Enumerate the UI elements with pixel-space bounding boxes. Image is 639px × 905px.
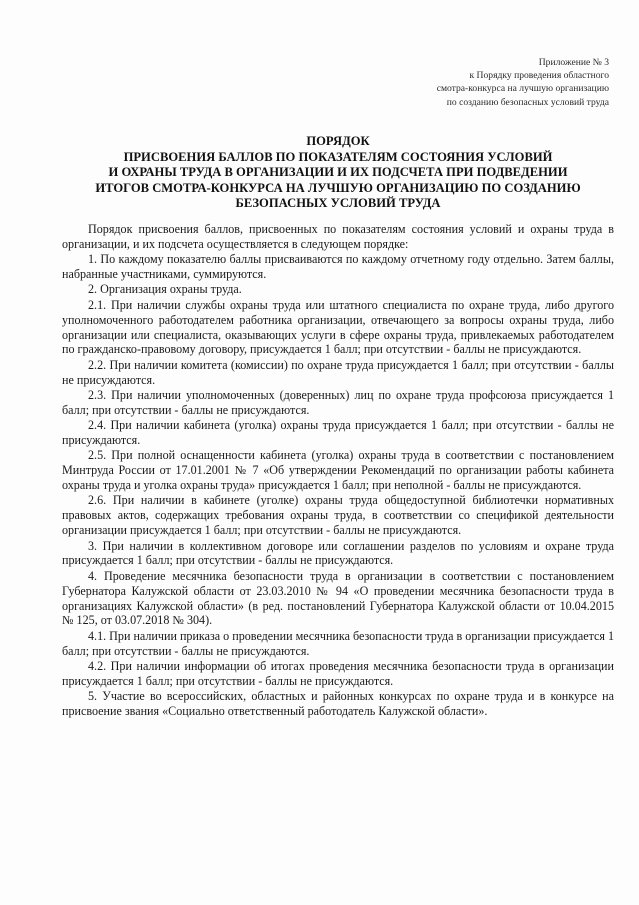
title-line: ИТОГОВ СМОТРА-КОНКУРСА НА ЛУЧШУЮ ОРГАНИЗАЦИЮ ПО СОЗДАНИЮ xyxy=(95,180,581,195)
paragraph-2-1: 2.1. При наличии службы охраны труда или штатного специалиста по охране труда, либо другого уполномоченного работодателем работника организации, отвечающего за вопросы охраны труда, либо организации или специалиста, оказывающих услуги в сфере охраны труда, привлекаемых работодателем по гражданско-правовому договору, присуждается 1 балл; при отсутствии - баллы не присуждаются. xyxy=(62,297,614,357)
paragraph-4-1: 4.1. При наличии приказа о проведении месячника безопасности труда в организации присуждается 1 балл; при отсутствии - баллы не присуждаются. xyxy=(62,628,615,658)
paragraph-2-3: 2.3. При наличии уполномоченных (доверенных) лиц по охране труда профсоюза присуждается 1 балл; при отсутствии - баллы не присуждаются. xyxy=(62,387,614,417)
paragraph-1: 1. По каждому показателю баллы присваиваются по каждому отчетному году отдельно. Затем баллы, набранные участниками, суммируются. xyxy=(62,252,614,282)
title-line: И ОХРАНЫ ТРУДА В ОРГАНИЗАЦИИ И ИХ ПОДСЧЕТА ПРИ ПОДВЕДЕНИИ xyxy=(108,165,568,180)
paragraph-2: 2. Организация охраны труда. xyxy=(88,282,242,297)
paragraph-2-5: 2.5. При полной оснащенности кабинета (уголка) охраны труда в соответствии с постановлением Минтруда России от 17.01.2001 № 7 «Об утверждении Рекомендаций по организации работы кабинета охраны труда и уголка охраны труда» присуждается 1 балл; при неполной - баллы не присуждаются. xyxy=(62,448,614,493)
document-title xyxy=(60,134,616,212)
paragraph-5: 5. Участие во всероссийских, областных и районных конкурсах по охране труда и в конкурсе на присвоение звания «Социально ответственный работодатель Калужской области». xyxy=(62,689,614,719)
paragraph-4-2: 4.2. При наличии информации об итогах проведения месячника безопасности труда в организации присуждается 1 балл; при отсутствии - баллы не присуждаются. xyxy=(62,658,614,688)
document-body xyxy=(62,222,614,719)
title-line: ПОРЯДОК xyxy=(306,134,370,148)
appendix-line: Приложение № 3 xyxy=(538,57,609,68)
paragraph-3: 3. При наличии в коллективном договоре или соглашении разделов по условиям и охране труда присуждается 1 балл; при отсутствии - баллы не присуждаются. xyxy=(62,538,614,568)
paragraph-intro: Порядок присвоения баллов, присвоенных по показателям состояния условий и охраны труда в организации, и их подсчета осуществляется в следующем порядке: xyxy=(62,222,614,251)
appendix-line: по созданию безопасных условий труда xyxy=(446,96,609,108)
paragraph-2-6: 2.6. При наличии в кабинете (уголке) охраны труда общедоступной библиотечки нормативных правовых актов, содержащих требования охраны труда, в соответствии со спецификой деятельности организации присуждается 1 балл; при отсутствии - баллы не присуждаются. xyxy=(62,493,614,538)
title-line: ПРИСВОЕНИЯ БАЛЛОВ ПО ПОКАЗАТЕЛЯМ СОСТОЯНИЯ УСЛОВИЙ xyxy=(123,149,553,164)
appendix-line: к Порядку проведения областного xyxy=(469,70,609,82)
appendix-line: смотра-конкурса на лучшую организацию xyxy=(436,83,609,95)
paragraph-4: 4. Проведение месячника безопасности труда в организации в соответствии с постановлением Губернатора Калужской области от 23.03.2010 № 94 «О проведении месячника безопасности труда в организациях Калужской области» (в ред. постановлений Губернатора Калужской области от 10.04.2015 № 125, от 03.07.2018 № 304). xyxy=(62,568,614,628)
paragraph-2-2: 2.2. При наличии комитета (комиссии) по охране труда присуждается 1 балл; при отсутствии - баллы не присуждаются. xyxy=(62,357,614,387)
appendix-note xyxy=(369,56,609,109)
title-line: БЕЗОПАСНЫХ УСЛОВИЙ ТРУДА xyxy=(235,196,441,211)
paragraph-2-4: 2.4. При наличии кабинета (уголка) охраны труда присуждается 1 балл; при отсутствии - баллы не присуждаются. xyxy=(62,418,614,448)
